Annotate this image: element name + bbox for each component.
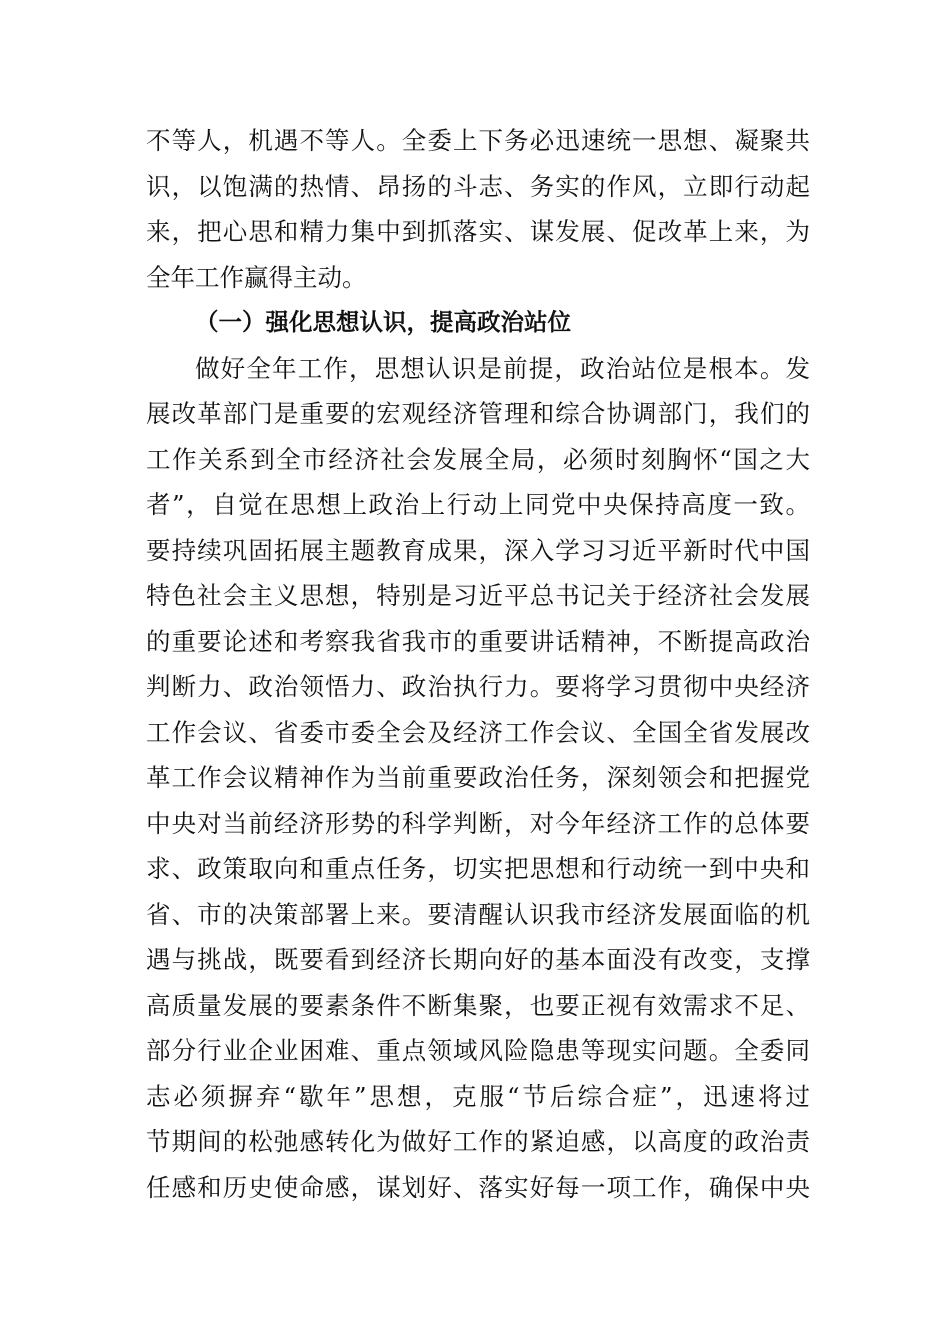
body-line: 要持续巩固拓展主题教育成果，深入学习习近平新时代中国 <box>146 535 810 565</box>
document-text <box>146 118 810 1210</box>
body-line: 部分行业企业困难、重点领域风险隐患等现实问题。全委同 <box>146 1036 810 1065</box>
body-line: 任感和历史使命感，谋划好、落实好每一项工作，确保中央 <box>146 1172 810 1202</box>
intro-line: 全年工作赢得主动。 <box>146 262 367 292</box>
body-line: 者”，自觉在思想上政治上行动上同党中央保持高度一致。 <box>146 490 810 519</box>
body-line: 展改革部门是重要的宏观经济管理和综合协调部门，我们的 <box>146 399 810 428</box>
body-line: 节期间的松弛感转化为做好工作的紧迫感，以高度的政治责 <box>146 1127 810 1156</box>
body-line: 判断力、政治领悟力、政治执行力。要将学习贯彻中央经济 <box>146 672 810 701</box>
intro-line: 识，以饱满的热情、昂扬的斗志、务实的作风，立即行动起 <box>146 171 810 201</box>
body-line: 高质量发展的要素条件不断集聚，也要正视有效需求不足、 <box>146 990 810 1020</box>
body-line: 省、市的决策部署上来。要清醒认识我市经济发展面临的机 <box>146 899 810 929</box>
body-line: 的重要论述和考察我省我市的重要讲话精神，不断提高政治 <box>146 626 810 656</box>
body-line: 工作会议、省委市委全会及经济工作会议、全国全省发展改 <box>146 717 810 747</box>
body-line: 中央对当前经济形势的科学判断，对今年经济工作的总体要 <box>146 808 810 838</box>
intro-line: 不等人，机遇不等人。全委上下务必迅速统一思想、凝聚共 <box>146 126 810 155</box>
body-line: 遇与挑战，既要看到经济长期向好的基本面没有改变，支撑 <box>146 945 810 974</box>
body-line: 做好全年工作，思想认识是前提，政治站位是根本。发 <box>195 353 810 383</box>
body-line: 革工作会议精神作为当前重要政治任务，深刻领会和把握党 <box>146 763 810 792</box>
body-line: 特色社会主义思想，特别是习近平总书记关于经济社会发展 <box>146 581 810 610</box>
body-line: 求、政策取向和重点任务，切实把思想和行动统一到中央和 <box>146 854 810 883</box>
body-line: 志必须摒弃“歇年”思想，克服“节后综合症”，迅速将过 <box>146 1081 810 1111</box>
body-line: 工作关系到全市经济社会发展全局，必须时刻胸怀“国之大 <box>146 444 810 474</box>
intro-line: 来，把心思和精力集中到抓落实、谋发展、促改革上来，为 <box>146 217 810 246</box>
section-heading: （一）强化思想认识，提高政治站位 <box>195 308 571 336</box>
